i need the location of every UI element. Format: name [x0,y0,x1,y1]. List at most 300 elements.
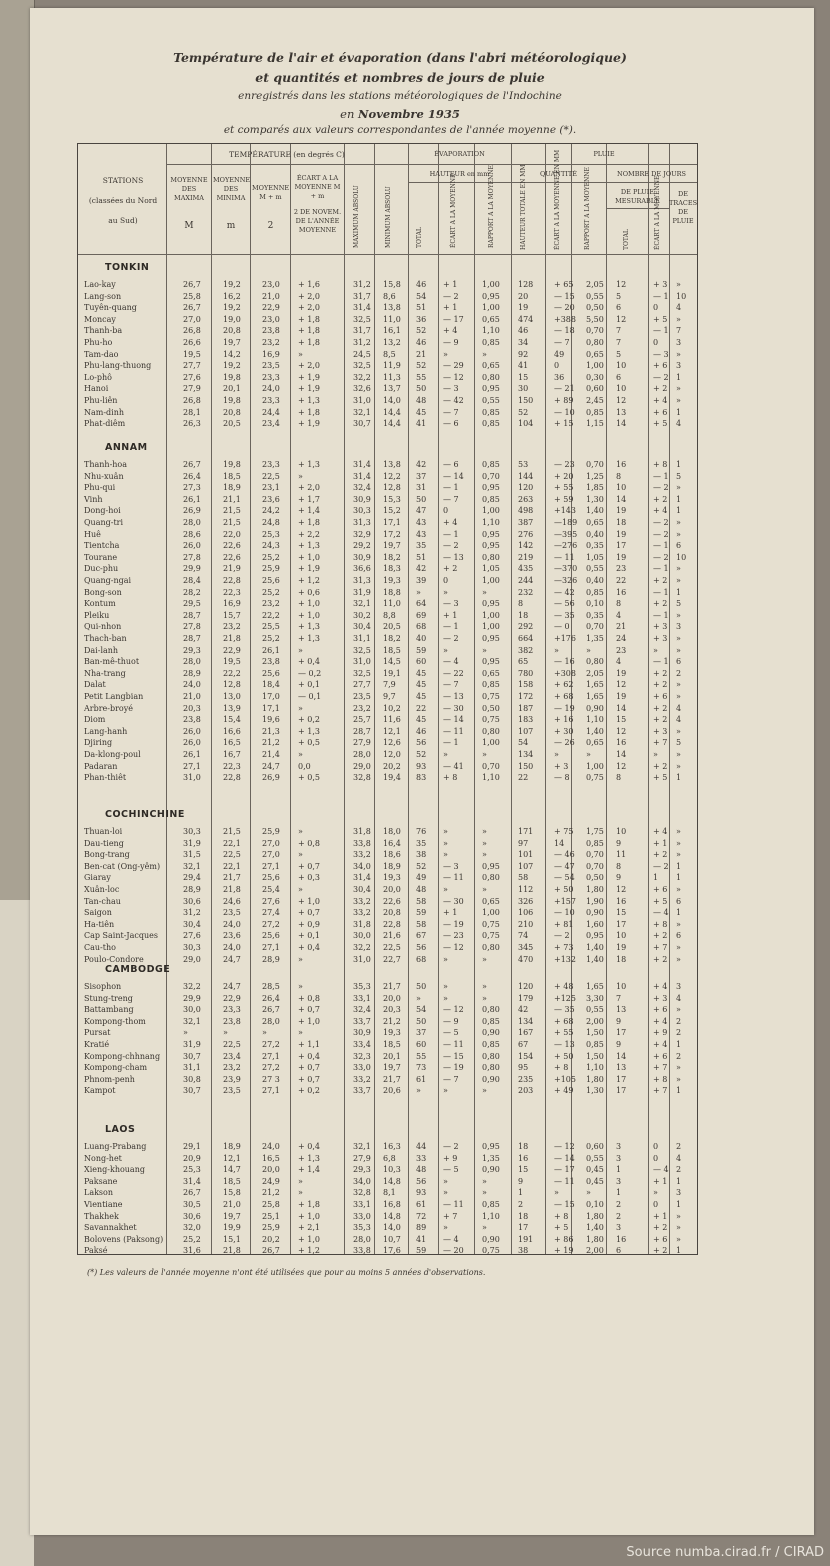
table-cell: — 47 [554,861,575,871]
table-cell: — 18 [554,326,575,336]
table-cell: 1 [676,773,682,783]
table-cell: 179 [518,993,534,1003]
table-cell: + 20 [554,471,574,481]
table-row [78,292,697,304]
table-cell: 101 [518,850,534,860]
table-cell: 23,3 [262,396,280,405]
table-cell: 1 [676,908,682,918]
table-cell: 31,0 [353,954,371,964]
table-cell: 4 [676,1153,682,1163]
table-cell: + 2,0 [298,303,320,313]
table-cell: +157 [554,896,576,906]
table-cell: 32,5 [353,361,371,371]
table-cell: — 1 [653,657,669,667]
station-name: Dong-hoi [84,506,121,516]
table-cell: — 10 [554,908,575,918]
pm-total-header: TOTAL [623,229,630,250]
table-cell: + 19 [554,1246,574,1256]
table-cell: 27,8 [183,552,201,562]
station-name: Poulo-Condore [84,954,144,964]
table-cell: 26,1 [262,645,280,655]
table-cell: 31,5 [183,850,201,860]
table-cell: 1,80 [586,1211,604,1221]
table-cell: 28,0 [262,1016,280,1026]
table-cell: » [443,1086,448,1096]
table-cell: 15,8 [383,280,401,289]
table-cell: + 7 [653,1086,668,1096]
table-cell: 23,5 [262,361,280,371]
table-row [78,692,697,704]
table-cell: 0,80 [482,552,500,562]
table-cell: 34,0 [353,1176,371,1186]
table-cell: + 1,3 [298,541,320,551]
table-cell: 0,75 [586,773,604,783]
table-cell: 32,1 [183,1016,201,1026]
table-cell: 22,5 [383,943,401,952]
table-row [78,850,697,862]
table-cell: 95 [518,1063,529,1073]
table-cell: 19 [616,943,627,952]
table-cell: 0 [554,361,560,371]
moyenne-header: MOYENNE M + m [252,184,290,201]
table-cell: + 4 [653,827,668,836]
table-cell: 2,05 [586,668,604,678]
table-cell: 3 [616,1142,622,1151]
table-cell: 21,9 [223,564,241,574]
table-cell: 25,2 [183,1234,201,1244]
station-name: Paksé [84,1246,108,1256]
table-cell: + 1,4 [298,1165,320,1175]
table-cell: —370 [554,564,578,574]
table-cell: 0,80 [482,1051,500,1061]
table-row [78,982,697,994]
table-cell: 19,8 [223,460,241,469]
table-cell: » [676,827,681,836]
table-cell: 0,40 [586,576,604,585]
table-cell: » [586,1188,591,1198]
table-cell: + 48 [554,982,574,991]
table-cell: 28,0 [353,1234,371,1244]
table-cell: 10 [616,384,627,394]
table-cell: 15 [518,1165,529,1175]
table-cell: — 4 [443,1234,459,1244]
table-cell: 1,10 [482,518,500,527]
table-cell: + 0,9 [298,919,320,929]
table-cell: » [443,827,448,836]
table-cell: 1 [676,407,682,417]
table-cell: 0,65 [482,361,500,371]
table-cell: 34 [518,338,529,347]
table-cell: 1 [676,587,682,597]
table-cell: + 1,6 [298,280,320,289]
table-cell: 14 [616,703,627,713]
table-cell: 22 [518,773,529,783]
table-cell: + 5 [653,896,668,906]
table-cell: + 15 [554,419,574,429]
table-cell: 9 [616,1016,622,1026]
table-row [78,408,697,420]
ecart-header: ÉCART A LA MOYENNE M + m [294,174,341,200]
station-name: Giaray [84,873,111,883]
table-cell: 4 [616,657,622,667]
station-name: Moncay [84,314,116,324]
table-cell: + 6 [653,1051,668,1061]
table-cell: + 0,8 [298,838,320,848]
table-cell: — 11 [443,873,464,883]
table-cell: 29,0 [353,761,371,771]
station-name: Vientiane [84,1200,123,1209]
table-cell: 18,4 [262,680,280,690]
table-cell: 33,7 [353,1086,371,1096]
table-cell: 0,75 [482,1246,500,1256]
table-cell: 24,0 [262,1142,280,1151]
pluie-mesurable-header: DE PLUIE MESURABLE [615,188,660,205]
table-cell: 32,6 [353,384,371,394]
table-cell: 326 [518,896,534,906]
table-cell: 23,9 [223,1074,241,1084]
table-cell: 31,2 [353,338,371,347]
table-row [78,599,697,611]
table-row [78,384,697,396]
table-cell: — 0,2 [298,668,322,678]
table-cell: 16 [616,1234,627,1244]
table-cell: 32,4 [353,483,371,493]
table-cell: 0,75 [482,919,500,929]
table-cell: » [482,645,487,655]
table-cell: 29,1 [183,1142,201,1151]
station-name: Cap Saint-Jacques [84,931,159,941]
table-cell: 64 [416,599,427,609]
table-cell: 35,3 [353,982,371,991]
table-cell: 12,8 [383,483,401,493]
table-cell: + 0,1 [298,680,320,690]
table-cell: 14,4 [383,419,401,429]
table-cell: 664 [518,634,534,643]
table-cell: » [676,1234,681,1244]
table-cell: 45 [416,668,427,678]
table-cell: 0,95 [482,483,500,493]
table-cell: — 46 [554,850,575,860]
table-cell: 30,9 [353,552,371,562]
table-cell: 10 [616,361,627,371]
table-cell: » [482,1188,487,1198]
table-cell: 0,70 [482,471,500,481]
table-cell: 24,7 [223,954,241,964]
table-cell: 26,7 [183,280,201,289]
rule [408,182,511,183]
table-cell: 10,3 [383,1165,401,1175]
table-cell: 104 [518,419,534,429]
table-cell: 0,70 [586,622,604,632]
table-cell: + 4 [653,396,668,405]
table-cell: 0 [653,1200,659,1209]
table-cell: 8 [616,773,622,783]
table-cell: 28,7 [183,634,201,643]
table-cell: 22,5 [223,1040,241,1049]
table-cell: 0,55 [586,1005,604,1015]
table-cell: 16,8 [383,1200,401,1209]
table-cell: 1 [676,1040,682,1049]
station-name: Phat-diêm [84,419,126,429]
table-cell: + 0,3 [298,873,320,883]
station-name: Kampot [84,1086,116,1096]
table-row [78,350,697,362]
table-cell: 26,1 [183,750,201,759]
section-header: TONKIN [105,262,150,273]
table-cell: + 73 [554,943,574,952]
table-row [78,1142,697,1154]
table-cell: + 8 [554,1211,569,1221]
table-cell: 5 [676,599,682,609]
table-cell: 42 [518,1005,529,1015]
table-cell: — 30 [443,703,464,713]
table-row [78,1212,697,1224]
table-cell: 0,70 [586,326,604,336]
section-header: LAOS [105,1124,136,1135]
table-cell: — 6 [443,419,459,429]
table-cell: 19,2 [223,303,241,313]
table-cell: 12 [616,885,627,894]
table-row [78,920,697,932]
table-cell: 23,5 [353,692,371,701]
table-cell: 45 [416,715,427,725]
table-cell: 16 [616,896,627,906]
table-cell: 23,6 [262,494,280,504]
table-cell: 27,1 [262,1051,280,1061]
table-cell: 43 [416,518,427,527]
table-cell: + 1,3 [298,622,320,632]
table-cell: 22 [616,576,627,585]
table-cell: + 5 [653,773,668,783]
table-cell: 93 [416,761,427,771]
source-credit: Source numba.cirad.fr / CIRAD [626,1545,824,1560]
table-cell: + 1,0 [298,599,320,609]
station-name: Saigon [84,908,112,918]
table-row [78,1200,697,1212]
table-cell: — 56 [554,599,575,609]
table-cell: 0,80 [482,1005,500,1015]
table-cell: 23,2 [262,599,280,609]
table-cell: 20,5 [383,622,401,632]
table-cell: — 4 [443,657,459,667]
table-cell: 14,0 [383,396,401,405]
table-cell: 18,5 [383,1040,401,1049]
table-cell: + 1,8 [298,314,320,324]
table-cell: » [482,349,487,359]
table-cell: + 3 [554,761,569,771]
table-cell: 20,2 [262,1234,280,1244]
table-cell: + 55 [554,1028,574,1038]
table-cell: 3 [616,1223,622,1233]
table-cell: 1,10 [586,715,604,725]
table-cell: — 5 [443,1165,459,1175]
station-name: Hanoi [84,384,109,394]
table-cell: 0,75 [482,715,500,725]
table-cell: 40 [416,634,427,643]
table-cell: — 35 [554,1005,575,1015]
section-header: ANNAM [105,442,148,453]
table-cell: + 8 [653,460,668,469]
table-cell: 28,4 [183,576,201,585]
table-cell: — 2 [653,483,669,493]
table-cell: 26,7 [262,1005,280,1015]
table-cell: 37 [416,471,427,481]
table-cell: 1,00 [482,908,500,918]
table-cell: 0 [653,1153,659,1163]
table-cell: + 0,5 [298,738,320,748]
table-cell: 21,2 [383,1016,401,1026]
table-cell: — 7 [554,338,570,347]
table-cell: 35 [416,541,427,551]
table-cell: 10 [616,827,627,836]
table-cell: 15,3 [383,494,401,504]
table-cell: + 0,6 [298,587,320,597]
table-cell: 7 [616,338,622,347]
table-cell: 0,60 [586,384,604,394]
table-cell: 15 [616,908,627,918]
table-cell: 1 [676,506,682,516]
table-cell: +125 [554,993,576,1003]
table-cell: 24,0 [183,680,201,690]
table-cell: 0,95 [482,634,500,643]
table-cell: + 0,4 [298,1142,320,1151]
table-cell: — 1 [653,291,669,301]
table-cell: 0,70 [586,460,604,469]
table-cell: 31,8 [353,919,371,929]
table-cell: 7,9 [383,680,396,690]
table-cell: 0,85 [482,407,500,417]
table-cell: 15,2 [383,506,401,516]
evap-rapport-header: RAPPORT A LA MOYENNE [488,165,495,248]
table-cell: + 7 [653,738,668,748]
table-cell: 56 [416,943,427,952]
station-name: Quang-ngai [84,576,132,585]
table-cell: 23,2 [223,622,241,632]
table-cell: 46 [416,726,427,736]
table-cell: 0,35 [586,610,604,620]
table-cell: 1 [676,1086,682,1096]
table-cell: + 3 [653,634,668,643]
table-cell: 0,70 [482,761,500,771]
table-cell: » [443,850,448,860]
station-name: Lang-hanh [84,726,128,736]
table-cell: 4 [676,703,682,713]
table-cell: 32,8 [353,1188,371,1198]
table-cell: 142 [518,541,534,551]
table-cell: 21,2 [262,738,280,748]
table-cell: + 1 [443,303,458,313]
table-cell: 33,2 [353,850,371,860]
table-cell: — 19 [554,703,575,713]
table-cell: 24,7 [262,761,280,771]
table-cell: 55 [416,372,427,382]
table-cell: 19,2 [223,280,241,289]
table-cell: 33,7 [353,1016,371,1026]
table-cell: » [298,703,303,713]
table-cell: 0,85 [586,838,604,848]
table-cell: » [676,576,681,585]
table-cell: — 42 [554,587,575,597]
table-cell: 24,8 [262,518,280,527]
station-name: Phu-liên [84,396,118,405]
table-cell: 56 [416,1176,427,1186]
table-cell: 52 [416,750,427,759]
table-cell: + 55 [554,483,574,493]
table-cell: » [262,1028,267,1038]
table-cell: 97 [518,838,529,848]
table-row [78,530,697,542]
table-row [78,564,697,576]
table-cell: 26,0 [183,726,201,736]
table-cell: » [443,838,448,848]
table-cell: — 1 [653,326,669,336]
table-cell: 26,1 [183,494,201,504]
table-cell: — 1 [443,738,459,748]
table-cell: 1 [676,372,682,382]
table-cell: — 15 [554,291,575,301]
station-name: Phu-ho [84,338,113,347]
table-row [78,518,697,530]
table-cell: + 6 [653,407,668,417]
table-cell: 0,45 [586,1165,604,1175]
table-cell: 32,5 [353,645,371,655]
table-cell: 23,8 [183,715,201,725]
table-row [78,727,697,739]
pm-ecart-header: ÉCART A LA MOYENNE [654,175,661,250]
table-cell: 16,7 [223,750,241,759]
table-cell: + 0,2 [298,1086,320,1096]
table-cell: 46 [416,338,427,347]
table-row [78,1235,697,1247]
table-cell: 21,0 [183,692,201,701]
table-cell: 27,4 [262,908,280,918]
table-cell: 12 [616,280,627,289]
table-cell: 19 [616,668,627,678]
table-cell: 20,3 [183,703,201,713]
table-cell: 0,95 [586,931,604,941]
table-cell: 22,9 [223,993,241,1003]
table-cell: 0,95 [482,599,500,609]
table-cell: 3 [616,1153,622,1163]
table-cell: — 11 [443,726,464,736]
table-cell: 387 [518,518,534,527]
table-cell: 31,1 [183,1063,201,1073]
table-cell: + 7 [653,1063,668,1073]
table-cell: 134 [518,1016,534,1026]
table-cell: +176 [554,634,576,643]
table-row [78,1177,697,1189]
table-row [78,634,697,646]
table-cell: 31,0 [183,773,201,783]
evap-ecart-header: ÉCART A LA MOYENNE [450,173,457,248]
table-cell: 3 [676,982,682,991]
table-cell: 22,9 [262,303,280,313]
table-cell: 27,6 [262,896,280,906]
table-cell: — 23 [554,460,575,469]
table-cell: 13,8 [383,303,401,313]
table-cell: 43 [416,529,427,539]
table-cell: » [443,954,448,964]
station-name: Phan-thiêt [84,773,127,783]
table-cell: 20 [518,291,529,301]
table-cell: 25,3 [183,1165,201,1175]
table-cell: » [676,1223,681,1233]
table-row [78,576,697,588]
station-name: Lakson [84,1188,114,1198]
table-cell: + 1 [653,1211,668,1221]
table-cell: 1,00 [482,610,500,620]
table-cell: 1 [676,861,682,871]
